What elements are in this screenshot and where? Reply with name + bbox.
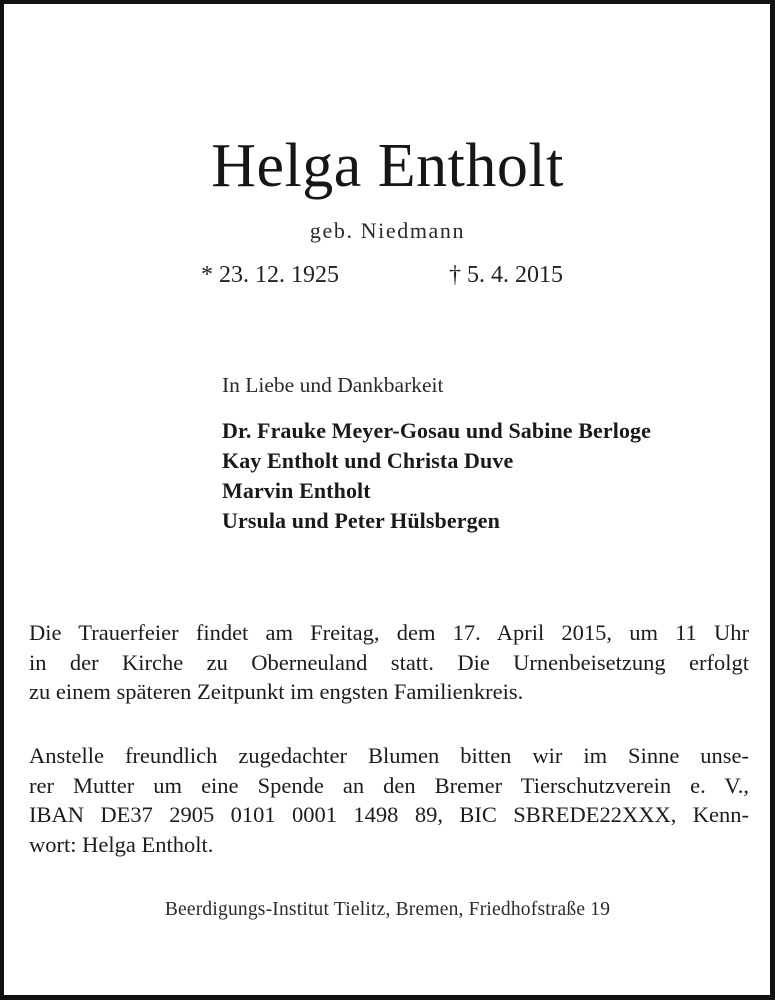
mourner-entry: Ursula und Peter Hülsbergen [222, 508, 500, 533]
mourner-entry: Marvin Entholt [222, 478, 371, 503]
paragraph-line: IBAN DE37 2905 0101 0001 1498 89, BIC SBREDE22XXX, Kenn- [29, 802, 749, 827]
mourner-entry: Dr. Frauke Meyer-Gosau und Sabine Berloge [222, 418, 652, 443]
deceased-name: Helga Entholt [211, 132, 564, 200]
maiden-name: geb. Niedmann [309, 218, 466, 243]
death-date: † 5. 4. 2015 [449, 262, 563, 288]
dedication-line: In Liebe und Dankbarkeit [222, 373, 444, 397]
paragraph-line: wort: Helga Entholt. [29, 831, 214, 857]
paragraph-line: in der Kirche zu Oberneuland statt. Die Urnenbeisetzung erfolgt [29, 649, 749, 675]
funeral-info-paragraph [29, 618, 749, 707]
donation-request-paragraph [29, 741, 749, 859]
mourner-entry: Kay Entholt und Christa Duve [222, 448, 514, 473]
paragraph-line: Anstelle freundlich zugedachter Blumen bitten wir im Sinne unse- [29, 743, 749, 768]
paragraph-line: zu einem späteren Zeitpunkt im engsten Familienkreis. [29, 679, 524, 704]
paragraph-line: rer Mutter um eine Spende an den Bremer Tierschutzverein e. V., [29, 772, 749, 798]
funeral-home-line: Beerdigungs-Institut Tielitz, Bremen, Friedhofstraße 19 [164, 899, 611, 920]
paragraph-line: Die Trauerfeier findet am Freitag, dem 17. April 2015, um 11 Uhr [29, 620, 749, 645]
mourners-list [222, 416, 651, 536]
birth-date: * 23. 12. 1925 [201, 262, 339, 288]
